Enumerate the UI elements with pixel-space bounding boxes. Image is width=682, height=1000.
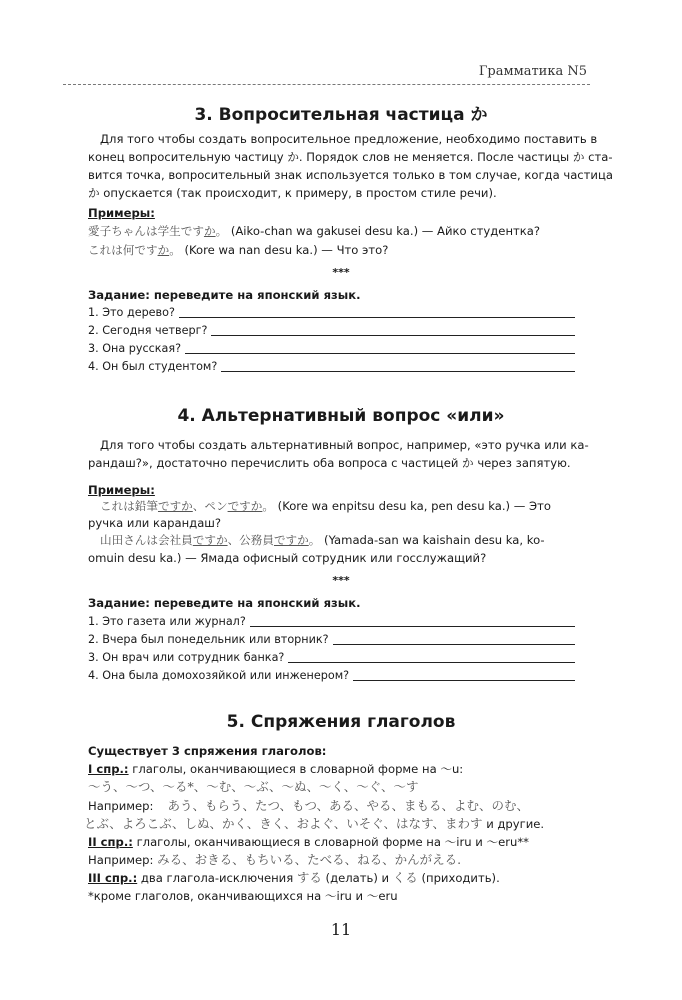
exercise-text: 1. Это дерево?: [88, 306, 175, 319]
group-text: глаголы, оканчивающиеся в словарной форме на ～iru и ～eru**: [132, 835, 529, 849]
example-jp: これは鉛筆: [100, 499, 158, 513]
example-jp: あう、もらう、たつ、もつ、ある、やる、まもる、よむ、のむ、: [167, 798, 529, 813]
punct: 。: [308, 533, 321, 547]
task-heading: Задание: переведите на японский язык.: [88, 288, 361, 302]
group-text: (делать) и: [321, 871, 393, 885]
exercise-text: 2. Сегодня четверг?: [88, 324, 208, 337]
section-5-title: 5. Спряжения глаголов: [226, 712, 456, 732]
group-2-line: [88, 834, 529, 850]
exercise-text: 1. Это газета или журнал?: [88, 615, 246, 628]
particle: か: [203, 224, 216, 238]
answer-line[interactable]: [179, 305, 575, 318]
answer-line[interactable]: [211, 323, 575, 336]
group-label: II спр.:: [88, 835, 133, 849]
answer-line[interactable]: [288, 650, 575, 663]
group-label: III спр.:: [88, 871, 138, 885]
example-line: [88, 798, 529, 814]
group-label: I спр.:: [88, 762, 129, 776]
particle: ですか: [227, 499, 263, 513]
section-4-title: 4. Альтернативный вопрос «или»: [177, 406, 505, 426]
punct: 。: [262, 499, 274, 513]
example-translation: (Kore wa enpitsu desu ka, pen desu ka.) — Это: [273, 499, 551, 513]
paragraph-line: か опускается (так происходит, к примеру, в простом стиле речи).: [88, 186, 497, 200]
intro-line: Существует 3 спряжения глаголов:: [88, 744, 327, 758]
examples-label: Примеры:: [88, 483, 155, 497]
exercise-item: [88, 614, 575, 630]
particle: ですか: [273, 533, 309, 547]
exercise-item: [88, 305, 575, 321]
group-3-line: [88, 870, 500, 886]
answer-line[interactable]: [333, 632, 575, 645]
example-line: [88, 223, 540, 239]
example-translation: (Aiko-chan wa gakusei desu ka.) — Айко студентка?: [227, 224, 541, 238]
header-divider: [63, 84, 590, 85]
paragraph-line: Для того чтобы создать альтернативный вопрос, например, «это ручка или ка-: [100, 438, 589, 452]
example-translation: (Kore wa nan desu ka.) — Что это?: [180, 243, 389, 257]
exercise-text: 2. Вчера был понедельник или вторник?: [88, 633, 329, 646]
running-header: Грамматика N5: [478, 64, 587, 79]
example-label: Например:: [88, 799, 154, 813]
section-3-title: 3. Вопросительная частица か: [194, 105, 488, 125]
example-line: [100, 532, 545, 548]
exercise-text: 4. Она была домохозяйкой или инженером?: [88, 669, 350, 682]
example-line: [88, 242, 388, 258]
exercise-item: [88, 323, 575, 339]
group-1-line: [88, 761, 463, 777]
page-number: 11: [330, 920, 352, 939]
examples-label: Примеры:: [88, 206, 155, 220]
punct: 。: [215, 224, 228, 238]
particle: ですか: [192, 533, 228, 547]
paragraph-line: вится точка, вопросительный знак используется только в том случае, когда частица: [88, 168, 613, 182]
example-jp: みる、おきる、もちいる、たべる、ねる、かんがえる.: [157, 852, 462, 867]
paragraph-line: Для того чтобы создать вопросительное предложение, необходимо поставить в: [100, 132, 598, 146]
paragraph-line: рандаш?», достаточно перечислить оба вопроса с частицей か через запятую.: [88, 456, 571, 470]
exercise-text: 3. Она русская?: [88, 342, 182, 355]
separator: ***: [332, 266, 350, 279]
endings-line: ～う、～つ、～る*、～む、～ぶ、～ぬ、～く、～ぐ、～す: [88, 779, 419, 794]
exercise-text: 4. Он был студентом?: [88, 360, 218, 373]
exercise-item: [88, 668, 575, 684]
example-line: [100, 498, 551, 514]
exercise-text: 3. Он врач или сотрудник банка?: [88, 651, 285, 664]
answer-line[interactable]: [353, 668, 575, 681]
example-jp: とぶ、よろこぶ、しぬ、かく、きく、およぐ、いそぐ、はなす、まわす: [84, 816, 483, 831]
verb-jp: する: [296, 870, 322, 885]
punct: 。: [169, 243, 181, 257]
task-heading: Задание: переведите на японский язык.: [88, 596, 361, 610]
paragraph-line: конец вопросительную частицу か. Порядок слов не меняется. После частицы か ста-: [88, 150, 613, 164]
particle: か: [157, 243, 170, 257]
exercise-item: [88, 359, 575, 375]
exercise-item: [88, 341, 575, 357]
example-jp: 山田さんは会社員: [100, 533, 193, 547]
answer-line[interactable]: [185, 341, 575, 354]
footnote: *кроме глаголов, оканчивающихся на ～iru и ～eru: [88, 889, 398, 903]
example-jp: これは何です: [88, 243, 158, 257]
example-jp: 、公務員: [227, 533, 274, 547]
example-line: omuin desu ka.) — Ямада офисный сотрудник или госслужащий?: [88, 551, 487, 565]
example-translation: (Yamada-san wa kaishain desu ka, ko-: [320, 533, 545, 547]
separator: ***: [332, 574, 350, 587]
group-text: (приходить).: [417, 871, 500, 885]
example-jp: 愛子ちゃんは学生です: [88, 224, 204, 238]
group-text: глаголы, оканчивающиеся в словарной форме на ～u:: [128, 762, 464, 776]
example-line: [88, 852, 461, 868]
example-tail: и другие.: [482, 817, 545, 831]
particle: ですか: [157, 499, 193, 513]
example-line: [84, 816, 544, 832]
exercise-item: [88, 650, 575, 666]
example-label: Например:: [88, 853, 154, 867]
exercise-item: [88, 632, 575, 648]
answer-line[interactable]: [250, 614, 575, 627]
verb-jp: くる: [392, 870, 418, 885]
answer-line[interactable]: [221, 359, 575, 372]
group-text: два глагола-исключения: [137, 871, 297, 885]
example-jp: 、ペン: [192, 499, 228, 513]
example-line: ручка или карандаш?: [88, 516, 222, 530]
